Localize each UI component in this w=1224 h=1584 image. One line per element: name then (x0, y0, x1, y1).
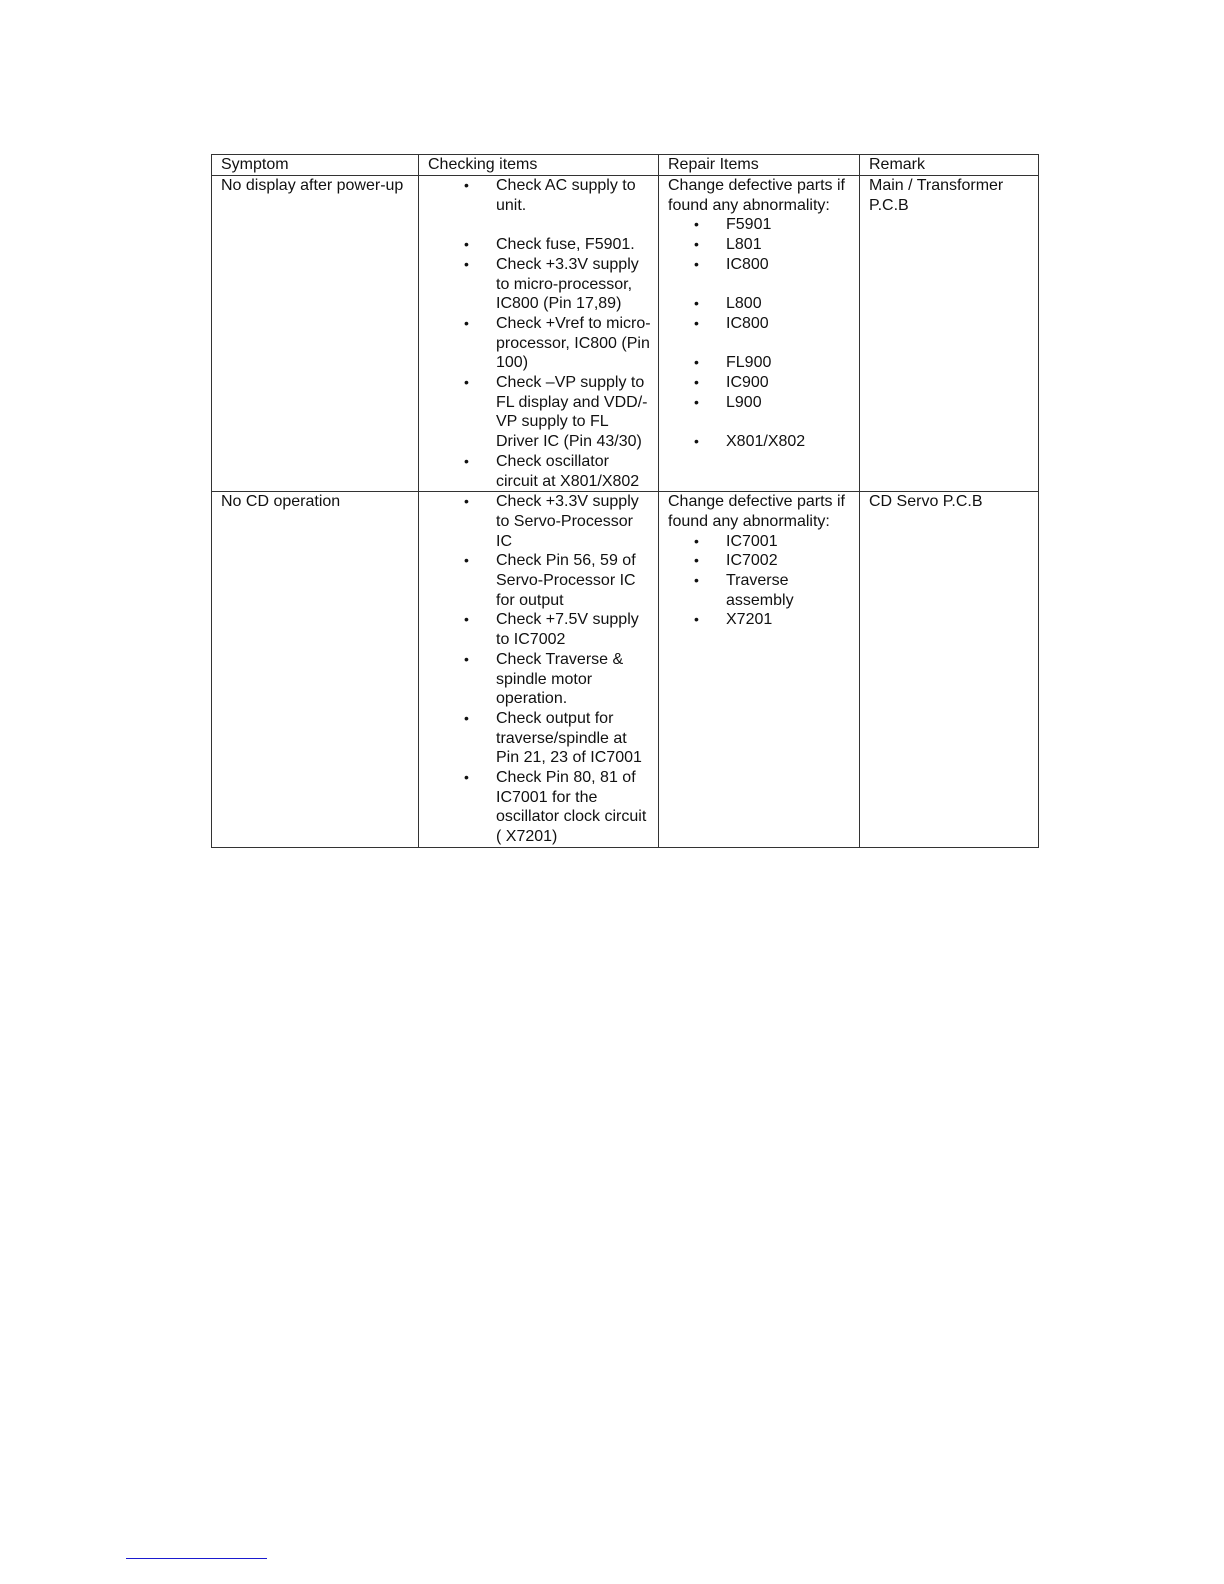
checking-item: • Check +3.3V supply to Servo-Processor IC (428, 492, 652, 551)
repair-items-cell (659, 492, 860, 848)
table-row (212, 492, 1039, 848)
repair-parts-list (668, 215, 853, 451)
checking-item: • Check output for traverse/spindle at Pin 21, 23 of IC7001 (428, 709, 652, 768)
remark-cell: CD Servo P.C.B (860, 492, 1039, 848)
repair-part: • IC800 (668, 255, 853, 275)
repair-items-cell (659, 176, 860, 492)
troubleshooting-table (211, 154, 1039, 848)
symptom-cell: No display after power-up (212, 176, 419, 492)
repair-intro: Change defective parts if found any abnormality: (668, 493, 845, 530)
repair-part: • L900 (668, 393, 853, 413)
header-symptom: Symptom (212, 155, 419, 176)
checking-items-cell (419, 176, 659, 492)
repair-part: • Traverse assembly (668, 571, 853, 610)
header-checking-items: Checking items (419, 155, 659, 176)
table-row (212, 176, 1039, 492)
header-repair-items: Repair Items (659, 155, 860, 176)
repair-part: • IC900 (668, 373, 853, 393)
checking-item: • Check AC supply to unit. (428, 176, 652, 215)
repair-part: • FL900 (668, 353, 853, 373)
checking-item: • Check +Vref to micro-processor, IC800 (Pin 100) (428, 314, 652, 373)
repair-part: • F5901 (668, 215, 853, 235)
repair-parts-list (668, 532, 853, 631)
checking-item: • Check +3.3V supply to micro-processor, IC800 (Pin 17,89) (428, 255, 652, 314)
footnote-separator (126, 1558, 267, 1559)
checking-item: • Check +7.5V supply to IC7002 (428, 610, 652, 649)
repair-intro: Change defective parts if found any abnormality: (668, 177, 845, 214)
repair-part: • X801/X802 (668, 432, 853, 452)
repair-part: • IC7002 (668, 551, 853, 571)
repair-part: • IC7001 (668, 532, 853, 552)
checking-item: • Check Pin 56, 59 of Servo-Processor IC for output (428, 551, 652, 610)
checking-items-list (428, 492, 652, 847)
table-header-row (212, 155, 1039, 176)
repair-part: • X7201 (668, 610, 853, 630)
checking-items-cell (419, 492, 659, 848)
symptom-cell: No CD operation (212, 492, 419, 848)
checking-item: • Check Pin 80, 81 of IC7001 for the oscillator clock circuit ( X7201) (428, 768, 652, 847)
checking-item: • Check Traverse & spindle motor operation. (428, 650, 652, 709)
repair-part: • L801 (668, 235, 853, 255)
repair-part: • L800 (668, 294, 853, 314)
remark-cell: Main / Transformer P.C.B (860, 176, 1039, 492)
checking-item: • Check fuse, F5901. (428, 235, 652, 255)
repair-part: • IC800 (668, 314, 853, 334)
header-remark: Remark (860, 155, 1039, 176)
checking-items-list (428, 176, 652, 491)
checking-item: • Check oscillator circuit at X801/X802 (428, 452, 652, 491)
checking-item: • Check –VP supply to FL display and VDD/-VP supply to FL Driver IC (Pin 43/30) (428, 373, 652, 452)
